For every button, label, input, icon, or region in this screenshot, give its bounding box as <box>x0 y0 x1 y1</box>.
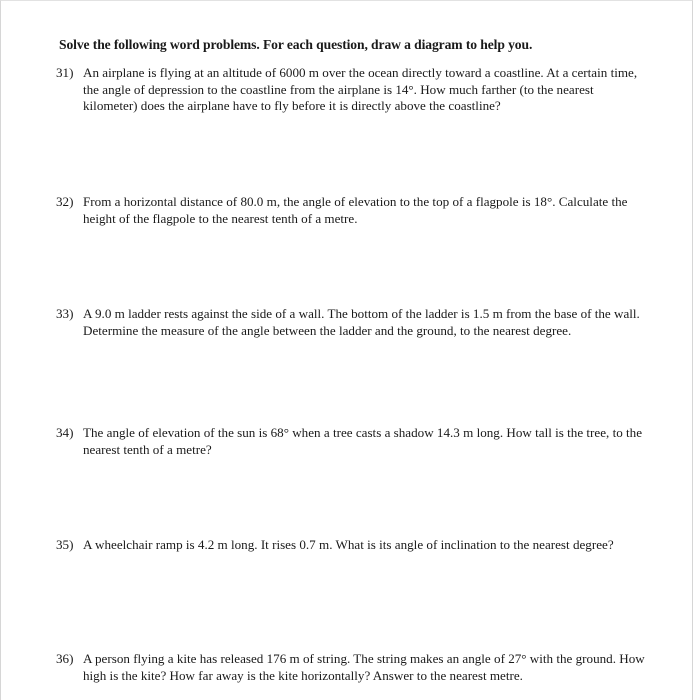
question-36 <box>56 651 646 684</box>
question-text: From a horizontal distance of 80.0 m, the angle of elevation to the top of a flagpole is 18°. Calculate the height of the flagpole to the nearest tenth of a metre. <box>83 194 628 226</box>
question-33 <box>56 306 646 339</box>
question-number: 35) <box>56 537 74 552</box>
question-number: 34) <box>56 425 74 440</box>
question-number: 32) <box>56 194 74 209</box>
question-number: 33) <box>56 306 74 321</box>
question-text: A wheelchair ramp is 4.2 m long. It rises 0.7 m. What is its angle of inclination to the nearest degree? <box>83 537 614 552</box>
question-number: 36) <box>56 651 74 666</box>
question-text: A 9.0 m ladder rests against the side of a wall. The bottom of the ladder is 1.5 m from the base of the wall. Determine the measure of the angle between the ladder and the ground, to the nearest degree. <box>83 306 640 338</box>
question-text: An airplane is flying at an altitude of 6000 m over the ocean directly toward a coastline. At a certain time, the angle of depression to the coastline from the airplane is 14°. How much farther (to the nearest kilometer) does the airplane have to fly before it is directly above the coastline? <box>83 65 638 113</box>
question-32 <box>56 194 646 227</box>
question-number: 31) <box>56 65 74 80</box>
instructions-heading: Solve the following word problems. For each question, draw a diagram to help you. <box>59 37 533 52</box>
question-text: A person flying a kite has released 176 m of string. The string makes an angle of 27° with the ground. How high is the kite? How far away is the kite horizontally? Answer to the nearest metre. <box>83 651 645 683</box>
question-text: The angle of elevation of the sun is 68° when a tree casts a shadow 14.3 m long. How tall is the tree, to the nearest tenth of a metre? <box>83 425 643 457</box>
question-31 <box>56 65 646 115</box>
question-34 <box>56 425 646 458</box>
question-35 <box>56 537 646 554</box>
